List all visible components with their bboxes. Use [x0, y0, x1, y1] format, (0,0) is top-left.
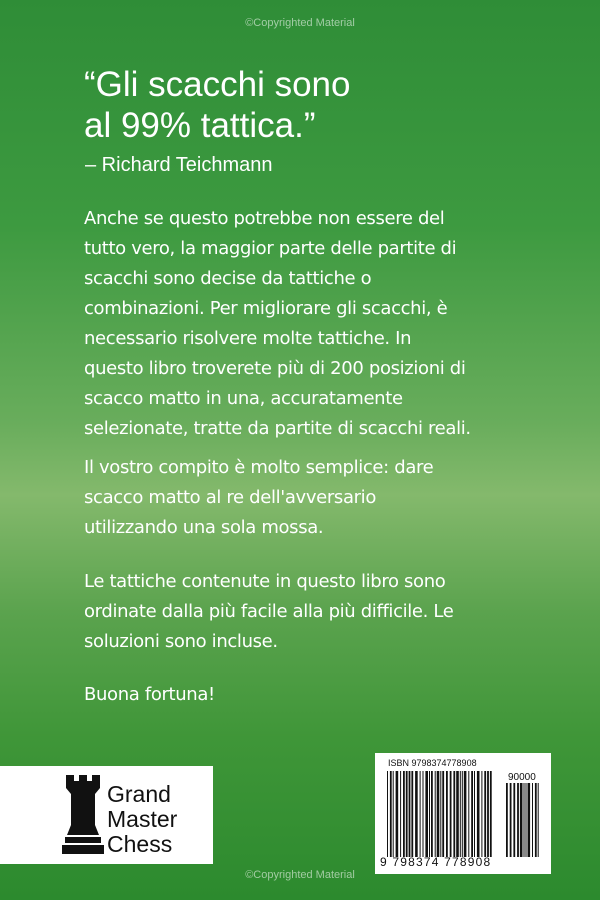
text-line: Il vostro compito è molto semplice: dare — [84, 457, 434, 478]
logo-word-master: Master — [107, 806, 178, 832]
quote-author: – Richard Teichmann — [85, 154, 273, 176]
barcode-bar — [506, 783, 508, 857]
logo-word-grand: Grand — [107, 781, 171, 807]
barcode-bar — [415, 771, 418, 857]
barcode-bar — [526, 783, 527, 857]
text-line: Buona fortuna! — [84, 684, 215, 705]
copyright-watermark-top: ©Copyrighted Material — [245, 17, 355, 29]
barcode-bar — [390, 771, 392, 857]
barcode-bar — [517, 783, 519, 857]
text-line: tutto vero, la maggior parte delle partite di — [84, 238, 457, 259]
text-line: selezionate, tratte da partite di scacchi reali. — [84, 418, 471, 439]
barcode-bar — [423, 771, 424, 857]
text-line: scacchi sono decise da tattiche o — [84, 268, 372, 289]
barcode-bar — [477, 771, 480, 857]
paragraph-order — [84, 567, 584, 657]
barcode-bar — [411, 771, 413, 857]
paragraph-task — [84, 453, 584, 543]
price-addon-bars — [506, 783, 546, 857]
barcode-bar — [429, 771, 430, 857]
logo-word-chess: Chess — [107, 831, 173, 857]
price-code: 90000 — [508, 772, 536, 783]
ean13-bars — [387, 771, 499, 857]
barcode-bar — [535, 783, 537, 857]
quote-line-2: al 99% tattica.” — [84, 106, 316, 145]
paragraph-closing — [84, 680, 584, 710]
barcode-bar — [487, 771, 489, 857]
barcode-bar — [456, 771, 459, 857]
barcode-bar — [520, 783, 523, 857]
text-line: combinazioni. Per migliorare gli scacchi, è — [84, 298, 448, 319]
text-line: scacco matto in una, accuratamente — [84, 388, 403, 409]
barcode-bar — [442, 771, 444, 857]
barcode-bar — [425, 771, 428, 857]
publisher-logo — [0, 766, 213, 864]
barcode-bar — [481, 771, 482, 857]
barcode-bar — [474, 771, 475, 857]
barcode-bar — [524, 783, 525, 857]
text-line: necessario risolvere molte tattiche. In — [84, 328, 412, 349]
barcode-bar — [396, 771, 399, 857]
ean-digits: 9 798374 778908 — [380, 855, 492, 869]
quote — [84, 64, 544, 146]
barcode-bar — [440, 771, 441, 857]
chess-rook-icon — [62, 775, 104, 855]
barcode-bar — [513, 783, 515, 857]
text-line: scacco matto al re dell'avversario — [84, 487, 376, 508]
publisher-name — [107, 782, 177, 857]
barcode-bar — [528, 783, 531, 857]
barcode-bar — [450, 771, 452, 857]
text-line: utilizzando una sola mossa. — [84, 517, 324, 538]
isbn-label: ISBN 9798374778908 — [388, 758, 477, 768]
copyright-watermark-bottom: ©Copyrighted Material — [245, 869, 355, 881]
barcode-bar — [403, 771, 405, 857]
text-line: Le tattiche contenute in questo libro sono — [84, 571, 446, 592]
barcode-bar — [409, 771, 411, 857]
text-line: ordinate dalla più facile alla più difficile. Le — [84, 601, 454, 622]
barcode-bar — [532, 783, 533, 857]
barcode-bar — [462, 771, 463, 857]
barcode-bar — [435, 771, 436, 857]
text-line: soluzioni sono incluse. — [84, 631, 278, 652]
barcode-bar — [420, 771, 421, 857]
barcode-bar — [446, 771, 448, 857]
barcode-bar — [393, 771, 394, 857]
isbn-barcode — [375, 753, 551, 874]
barcode-bar — [510, 783, 512, 857]
barcode-bar — [538, 783, 539, 857]
barcode-bar — [468, 771, 469, 857]
barcode-bar — [484, 771, 486, 857]
barcode-bar — [400, 771, 401, 857]
paragraph-intro — [84, 204, 584, 444]
barcode-bar — [471, 771, 473, 857]
barcode-bar — [406, 771, 408, 857]
barcode-bar — [431, 771, 433, 857]
barcode-bar — [437, 771, 440, 857]
quote-line-1: “Gli scacchi sono — [84, 65, 351, 104]
barcode-bar — [453, 771, 455, 857]
barcode-bar — [490, 771, 492, 857]
barcode-bar — [464, 771, 467, 857]
barcode-bar — [387, 771, 388, 857]
barcode-bar — [460, 771, 461, 857]
text-line: questo libro troverete più di 200 posizioni di — [84, 358, 466, 379]
text-line: Anche se questo potrebbe non essere del — [84, 208, 445, 229]
